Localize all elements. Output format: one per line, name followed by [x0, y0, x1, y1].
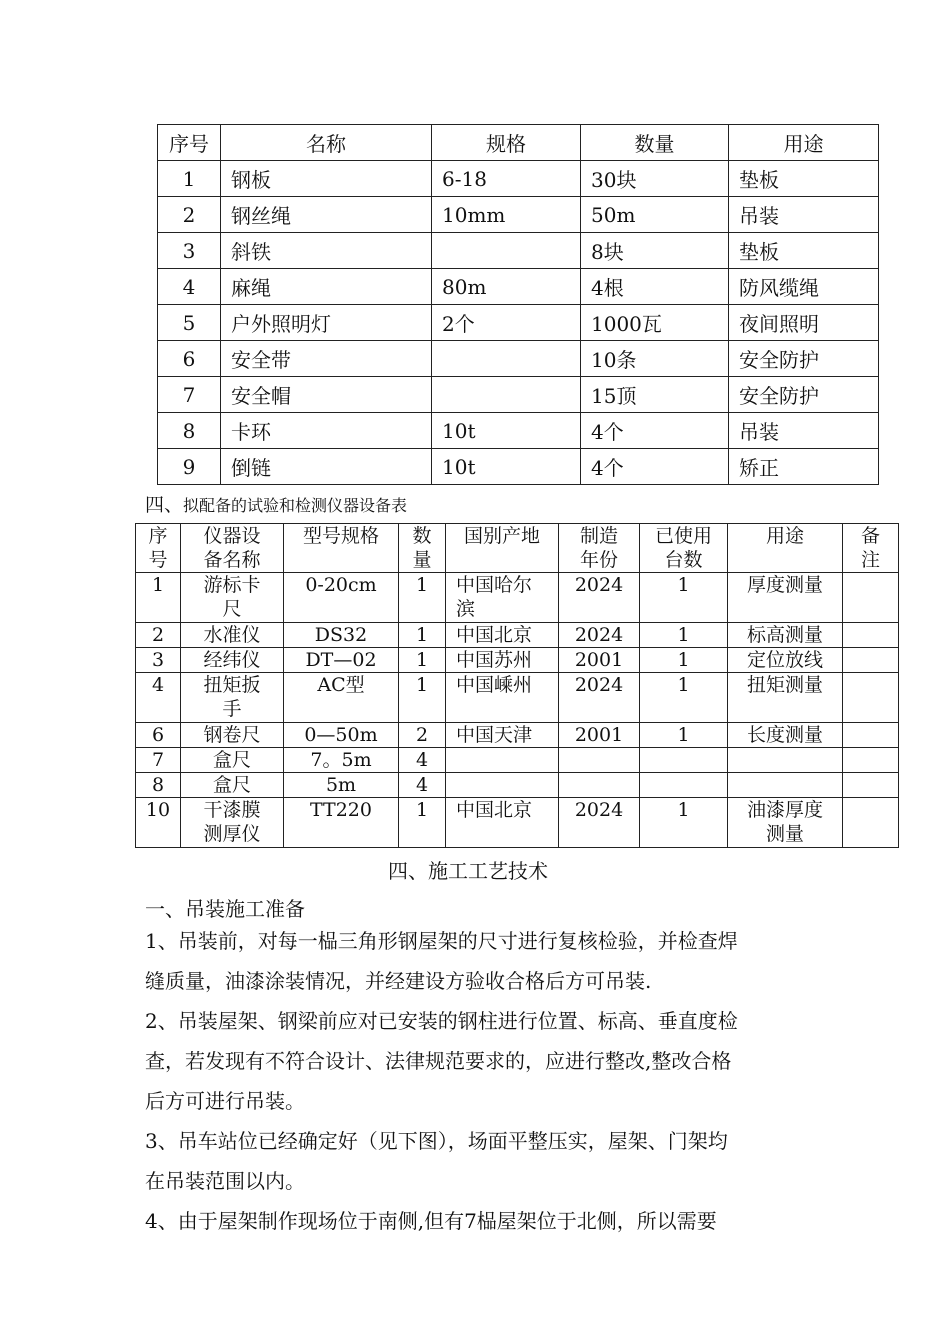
table-cell: 垫板: [729, 161, 879, 197]
table-cell: 吊装: [729, 413, 879, 449]
table-cell: 2个: [432, 305, 581, 341]
table-row: [136, 573, 899, 623]
table-cell: 10mm: [432, 197, 581, 233]
table-header-row: [136, 524, 899, 573]
table-cell: 2024: [559, 573, 640, 623]
paragraph: [145, 1201, 825, 1241]
table-cell: 4: [399, 773, 446, 798]
table-cell: 2001: [559, 723, 640, 748]
table-cell: 7: [158, 377, 221, 413]
table-header-cell: 国别产地: [446, 524, 559, 573]
table-cell: 1: [399, 623, 446, 648]
table-header-cell: 序 号: [136, 524, 181, 573]
table-header-cell: 仪器设 备名称: [181, 524, 284, 573]
paragraph: [145, 921, 825, 1001]
paragraph: [145, 1001, 825, 1121]
table-cell: [432, 341, 581, 377]
table-cell: 安全防护: [729, 377, 879, 413]
table-cell: 钢卷尺: [181, 723, 284, 748]
paragraph-line: 在吊装范围以内。: [145, 1169, 305, 1193]
table-cell: 6: [136, 723, 181, 748]
table-cell: 1: [640, 673, 728, 723]
table-cell: 1: [399, 648, 446, 673]
table-cell: 盒尺: [181, 748, 284, 773]
table-cell: [728, 748, 843, 773]
table-cell: [728, 773, 843, 798]
table-cell: 安全防护: [729, 341, 879, 377]
table-cell: 钢丝绳: [221, 197, 432, 233]
table-cell: 4根: [581, 269, 729, 305]
paragraph-line: 2、吊装屋架、钢梁前应对已安装的钢柱进行位置、标高、垂直度检: [145, 1009, 738, 1033]
table-cell: [843, 648, 899, 673]
table-cell: 3: [158, 233, 221, 269]
table-cell: 盒尺: [181, 773, 284, 798]
table-header-cell: 数量: [581, 125, 729, 161]
table-header-cell: 用途: [729, 125, 879, 161]
paragraph-line: 后方可进行吊装。: [145, 1089, 305, 1113]
table-cell: 10t: [432, 413, 581, 449]
table-header-cell: 备 注: [843, 524, 899, 573]
table-cell: DT—02: [284, 648, 399, 673]
table-cell: 5m: [284, 773, 399, 798]
table-cell: 1: [136, 573, 181, 623]
paragraph-line: 缝质量，油漆涂装情况，并经建设方验收合格后方可吊装.: [145, 969, 652, 993]
table-cell: 5: [158, 305, 221, 341]
table-cell: 2024: [559, 798, 640, 848]
table-cell: 10t: [432, 449, 581, 485]
table-cell: 防风缆绳: [729, 269, 879, 305]
table-row: [158, 377, 879, 413]
table-header-cell: 规格: [432, 125, 581, 161]
table-cell: 1: [399, 573, 446, 623]
table-cell: 扭矩测量: [728, 673, 843, 723]
equipment-table: [135, 523, 899, 848]
table-row: [136, 648, 899, 673]
table-cell: 夜间照明: [729, 305, 879, 341]
table-cell: 10条: [581, 341, 729, 377]
table-row: [158, 413, 879, 449]
table-cell: 中国北京: [446, 623, 559, 648]
table-cell: 1: [640, 723, 728, 748]
table-header-cell: 型号规格: [284, 524, 399, 573]
table-cell: 钢板: [221, 161, 432, 197]
table-cell: 游标卡 尺: [181, 573, 284, 623]
table-cell: 3: [136, 648, 181, 673]
table-cell: 6: [158, 341, 221, 377]
table-cell: 6-18: [432, 161, 581, 197]
table-cell: 8: [136, 773, 181, 798]
table-cell: 油漆厚度 测量: [728, 798, 843, 848]
table-cell: 4个: [581, 449, 729, 485]
table-row: [158, 197, 879, 233]
equipment-table-title: 四、拟配备的试验和检测仪器设备表: [145, 494, 408, 516]
table-cell: 安全帽: [221, 377, 432, 413]
body-text: [145, 921, 825, 1241]
table-cell: 0-20cm: [284, 573, 399, 623]
table-row: [136, 773, 899, 798]
table-cell: 垫板: [729, 233, 879, 269]
table-cell: 2001: [559, 648, 640, 673]
table-cell: 1: [399, 798, 446, 848]
table-cell: 1: [640, 648, 728, 673]
table-cell: [640, 748, 728, 773]
table-cell: 倒链: [221, 449, 432, 485]
table-cell: 斜铁: [221, 233, 432, 269]
section-title: 四、施工工艺技术: [388, 859, 548, 883]
table-cell: 厚度测量: [728, 573, 843, 623]
table-cell: 50m: [581, 197, 729, 233]
table-cell: 经纬仪: [181, 648, 284, 673]
table-cell: 1000瓦: [581, 305, 729, 341]
table-cell: 15顶: [581, 377, 729, 413]
table-cell: 中国苏州: [446, 648, 559, 673]
table-cell: 1: [640, 798, 728, 848]
paragraph-line: 3、吊车站位已经确定好（见下图），场面平整压实，屋架、门架均: [145, 1129, 728, 1153]
table-header-row: [158, 125, 879, 161]
table-cell: 4: [399, 748, 446, 773]
table-cell: 1: [640, 623, 728, 648]
table-row: [158, 341, 879, 377]
table-cell: [843, 748, 899, 773]
table-row: [136, 748, 899, 773]
table-cell: 安全带: [221, 341, 432, 377]
table-cell: 2: [399, 723, 446, 748]
table-cell: 10: [136, 798, 181, 848]
table-cell: 8块: [581, 233, 729, 269]
table-cell: [432, 233, 581, 269]
table-cell: [843, 773, 899, 798]
materials-table: [157, 124, 879, 485]
table-cell: 卡环: [221, 413, 432, 449]
table-cell: 4: [136, 673, 181, 723]
table-cell: 80m: [432, 269, 581, 305]
table-cell: [446, 773, 559, 798]
table-cell: 水准仪: [181, 623, 284, 648]
table-row: [136, 798, 899, 848]
table-row: [136, 723, 899, 748]
table-cell: 4: [158, 269, 221, 305]
table-cell: 2: [136, 623, 181, 648]
table-cell: 1: [640, 573, 728, 623]
table-row: [136, 623, 899, 648]
table-row: [158, 233, 879, 269]
table-cell: [559, 748, 640, 773]
table-row: [158, 449, 879, 485]
paragraph: [145, 1121, 825, 1201]
table-cell: 中国嵊州: [446, 673, 559, 723]
table-row: [158, 161, 879, 197]
table-cell: [843, 623, 899, 648]
table-cell: [843, 573, 899, 623]
table-cell: 麻绳: [221, 269, 432, 305]
table-cell: 7: [136, 748, 181, 773]
paragraph-line: 查，若发现有不符合设计、法律规范要求的，应进行整改,整改合格: [145, 1049, 732, 1073]
table-cell: 中国哈尔 滨: [446, 573, 559, 623]
table-header-cell: 用途: [728, 524, 843, 573]
table-cell: 4个: [581, 413, 729, 449]
table-cell: [559, 773, 640, 798]
table-cell: [843, 673, 899, 723]
table-header-cell: 数 量: [399, 524, 446, 573]
table-cell: 吊装: [729, 197, 879, 233]
table-cell: 30块: [581, 161, 729, 197]
table-cell: 中国北京: [446, 798, 559, 848]
table-cell: 标高测量: [728, 623, 843, 648]
table-cell: AC型: [284, 673, 399, 723]
paragraph-line: 4、由于屋架制作现场位于南侧,但有7榀屋架位于北侧，所以需要: [145, 1209, 717, 1233]
table-cell: DS32: [284, 623, 399, 648]
table-cell: [640, 773, 728, 798]
table-cell: 0—50m: [284, 723, 399, 748]
table-cell: 8: [158, 413, 221, 449]
table-cell: 1: [399, 673, 446, 723]
table-cell: 2: [158, 197, 221, 233]
table-row: [158, 305, 879, 341]
table-header-cell: 已使用 台数: [640, 524, 728, 573]
table-cell: 长度测量: [728, 723, 843, 748]
table-cell: [843, 798, 899, 848]
table-header-cell: 制造 年份: [559, 524, 640, 573]
table-cell: 1: [158, 161, 221, 197]
table-cell: TT220: [284, 798, 399, 848]
table-cell: 扭矩扳 手: [181, 673, 284, 723]
table-cell: 7。5m: [284, 748, 399, 773]
table-cell: 2024: [559, 623, 640, 648]
table-header-cell: 序号: [158, 125, 221, 161]
table-cell: 矫正: [729, 449, 879, 485]
paragraph-line: 1、吊装前，对每一榀三角形钢屋架的尺寸进行复核检验，并检查焊: [145, 929, 738, 953]
table-row: [158, 269, 879, 305]
table-cell: 定位放线: [728, 648, 843, 673]
table-cell: 户外照明灯: [221, 305, 432, 341]
table-cell: 9: [158, 449, 221, 485]
table-cell: 中国天津: [446, 723, 559, 748]
table-cell: [432, 377, 581, 413]
table-cell: [446, 748, 559, 773]
subsection-title: 一、吊装施工准备: [145, 897, 305, 921]
table-cell: 干漆膜 测厚仪: [181, 798, 284, 848]
table-header-cell: 名称: [221, 125, 432, 161]
table-cell: [843, 723, 899, 748]
table-cell: 2024: [559, 673, 640, 723]
table-row: [136, 673, 899, 723]
